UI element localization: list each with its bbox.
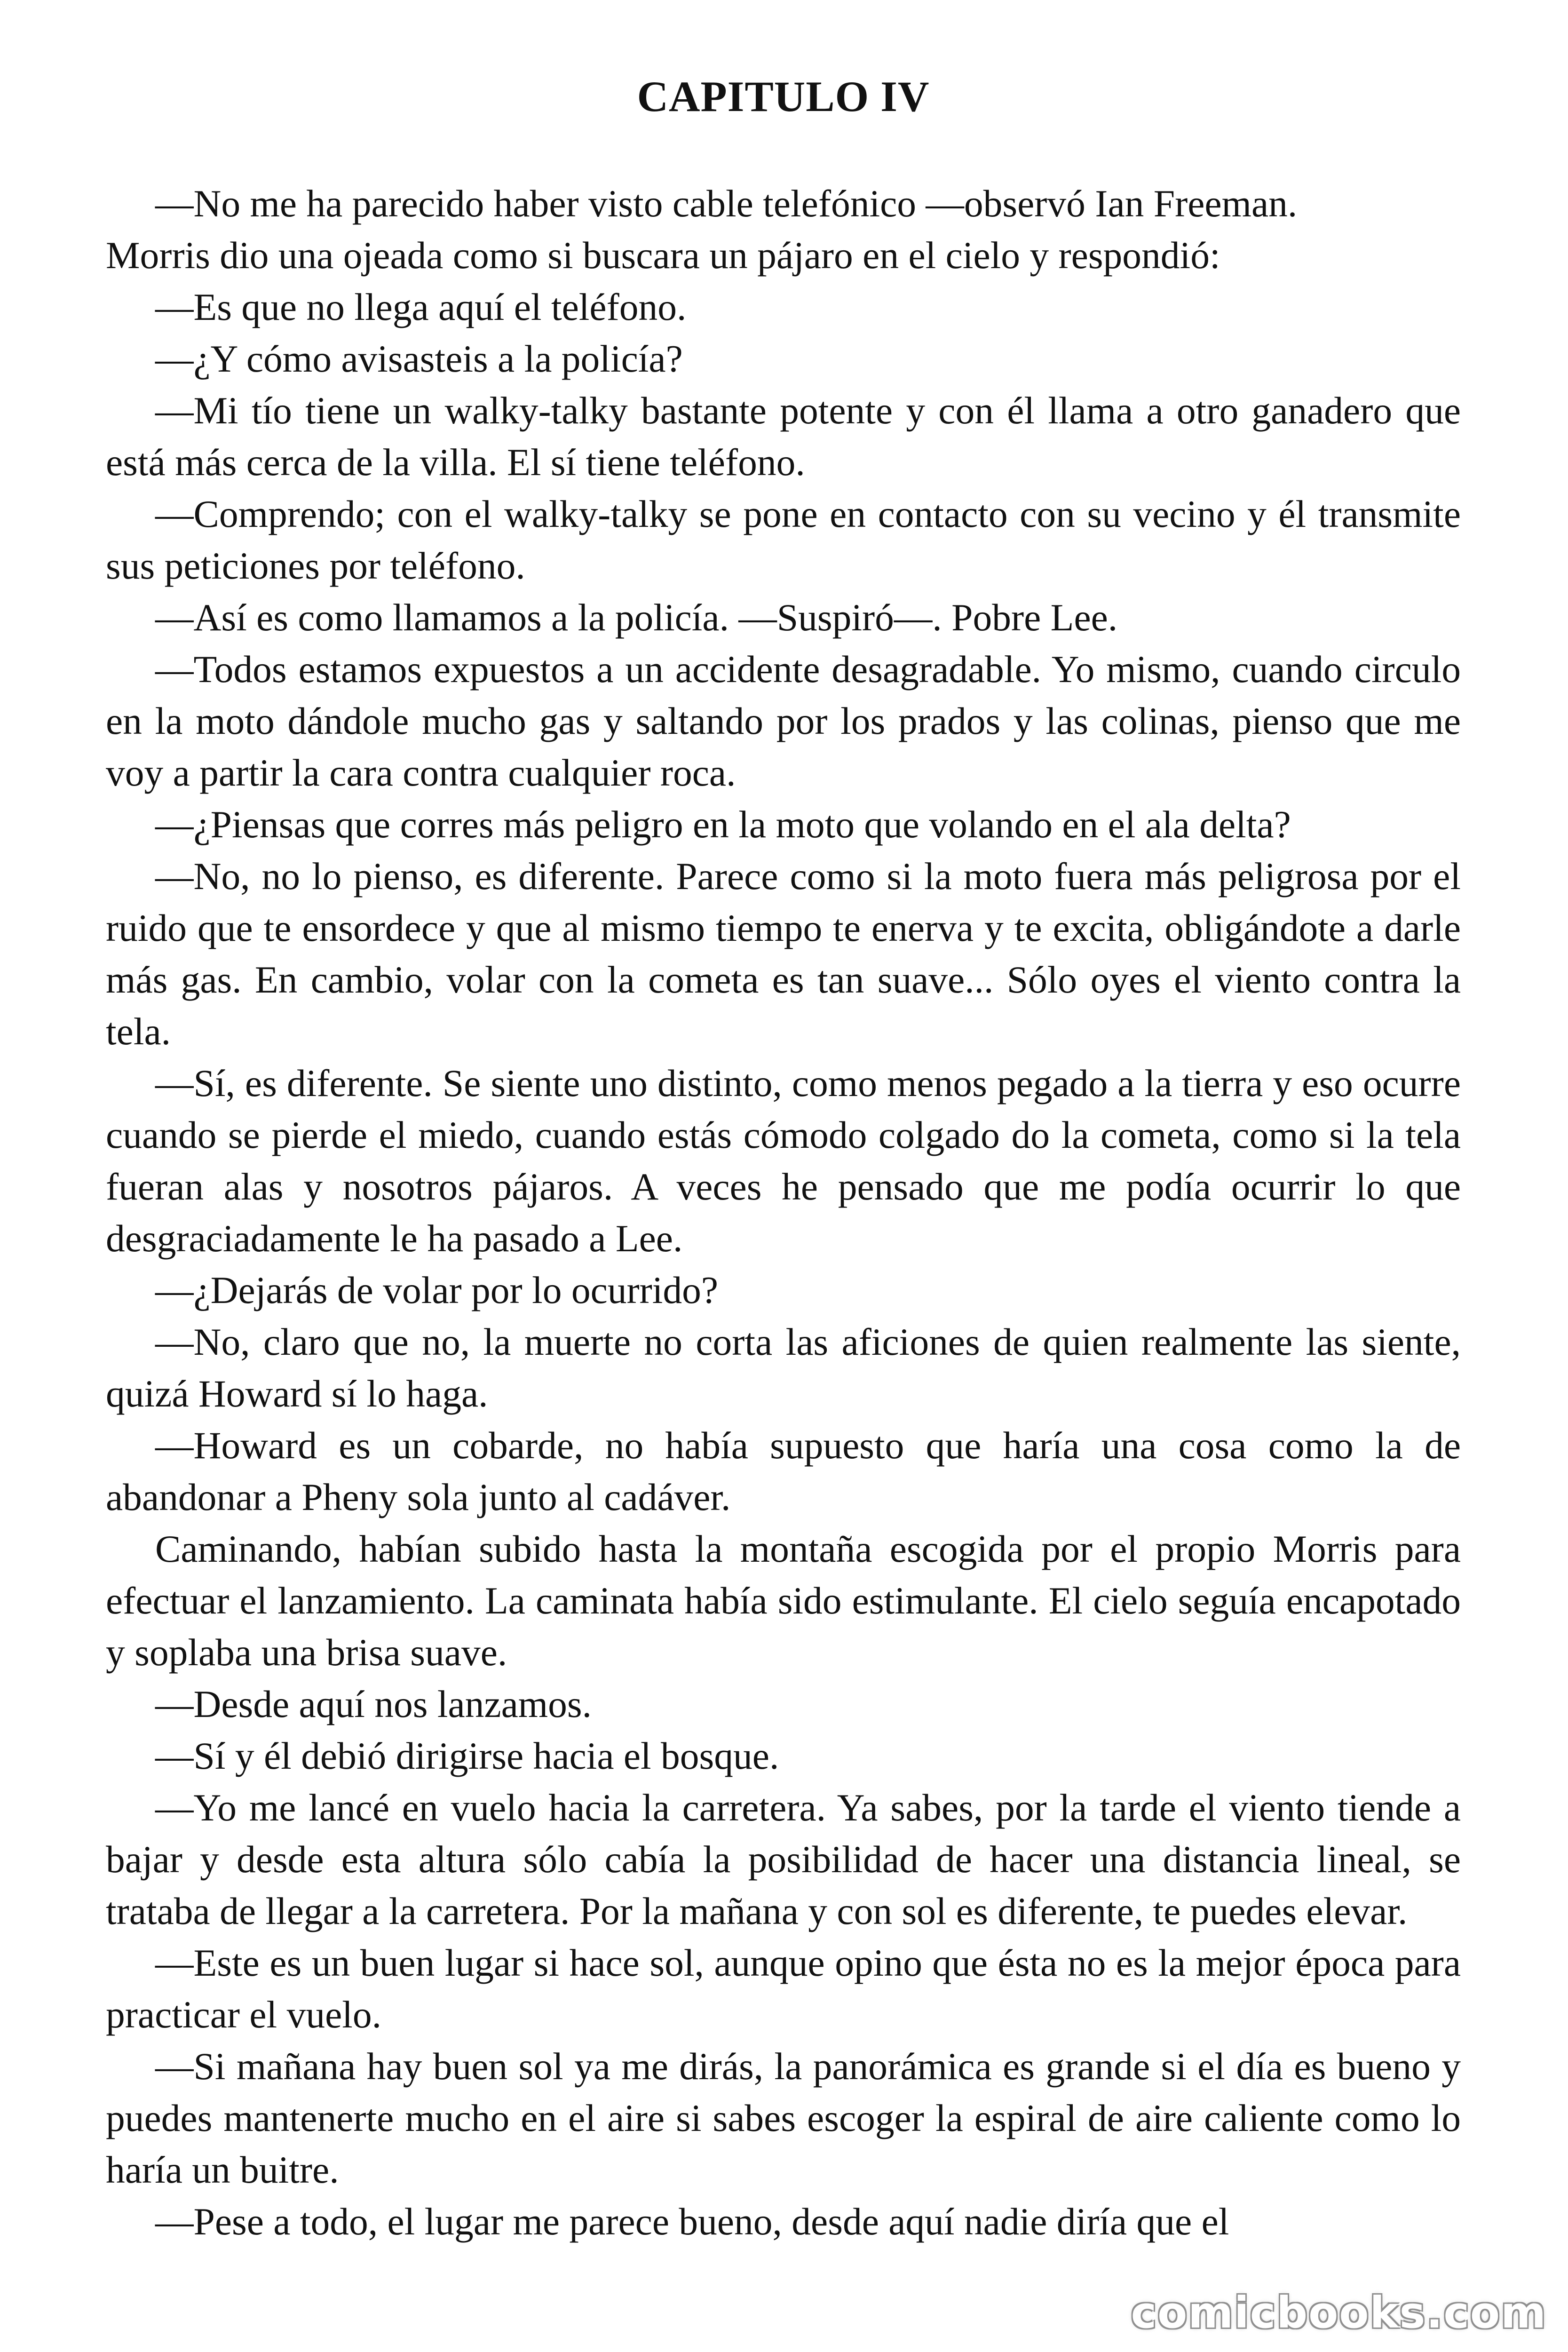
paragraph: —Pese a todo, el lugar me parece bueno, desde aquí nadie diría que el — [155, 2200, 1229, 2243]
body-text — [106, 178, 1461, 2248]
paragraph: —Así es como llamamos a la policía. —Suspiró—. Pobre Lee. — [155, 596, 1118, 639]
paragraph: —Comprendo; con el walky-talky se pone en contacto con su vecino y él transmite sus peticiones por teléfono. — [106, 493, 1461, 587]
paragraph: —No, no lo pienso, es diferente. Parece como si la moto fuera más peligrosa por el ruido que te ensordece y que al mismo tiempo te enerva y te excita, obligándote a darle más gas. En cambio, volar con la cometa es tan suave... Sólo oyes el viento contra la tela. — [106, 855, 1461, 1053]
paragraph: Caminando, habían subido hasta la montaña escogida por el propio Morris para efectuar el lanzamiento. La caminata había sido estimulante. El cielo seguía encapotado y soplaba una brisa suave. — [106, 1527, 1461, 1674]
paragraph: —Mi tío tiene un walky-talky bastante potente y con él llama a otro ganadero que está más cerca de la villa. El sí tiene teléfono. — [106, 389, 1461, 484]
paragraph: Morris dio una ojeada como si buscara un pájaro en el cielo y respondió: — [106, 234, 1220, 277]
paragraph: —Si mañana hay buen sol ya me dirás, la panorámica es grande si el día es bueno y puedes mantenerte mucho en el aire si sabes escoger la espiral de aire caliente como lo haría un buitre. — [106, 2045, 1461, 2191]
paragraph: —¿Dejarás de volar por lo ocurrido? — [155, 1269, 719, 1311]
paragraph: —Sí y él debió dirigirse hacia el bosque. — [155, 1734, 779, 1777]
paragraph: —¿Y cómo avisasteis a la policía? — [155, 337, 683, 380]
paragraph: —No me ha parecido haber visto cable telefónico —observó Ian Freeman. — [155, 182, 1298, 225]
paragraph: —No, claro que no, la muerte no corta las aficiones de quien realmente las siente, quizá Howard sí lo haga. — [106, 1320, 1461, 1415]
chapter-title: CAPITULO IV — [637, 72, 930, 120]
watermark: comicbooks.com — [1131, 2288, 1547, 2338]
paragraph: —Todos estamos expuestos a un accidente desagradable. Yo mismo, cuando circulo en la moto dándole mucho gas y saltando por los prados y las colinas, pienso que me voy a partir la cara contra cualquier roca. — [106, 648, 1461, 794]
paragraph: —¿Piensas que corres más peligro en la moto que volando en el ala delta? — [155, 803, 1291, 846]
paragraph: —Desde aquí nos lanzamos. — [155, 1683, 592, 1725]
paragraph: —Este es un buen lugar si hace sol, aunque opino que ésta no es la mejor época para practicar el vuelo. — [106, 1941, 1461, 2036]
paragraph: —Es que no llega aquí el teléfono. — [155, 286, 687, 328]
paragraph: —Yo me lancé en vuelo hacia la carretera. Ya sabes, por la tarde el viento tiende a bajar y desde esta altura sólo cabía la posibilidad de hacer una distancia lineal, se trataba de llegar a la carretera. Por la mañana y con sol es diferente, te puedes elevar. — [106, 1786, 1461, 1932]
paragraph: —Howard es un cobarde, no había supuesto que haría una cosa como la de abandonar a Pheny sola junto al cadáver. — [106, 1424, 1461, 1518]
paragraph: —Sí, es diferente. Se siente uno distinto, como menos pegado a la tierra y eso ocurre cuando se pierde el miedo, cuando estás cómodo colgado do la cometa, como si la tela fueran alas y nosotros pájaros. A veces he pensado que me podía ocurrir lo que desgraciadamente le ha pasado a Lee. — [106, 1062, 1461, 1260]
